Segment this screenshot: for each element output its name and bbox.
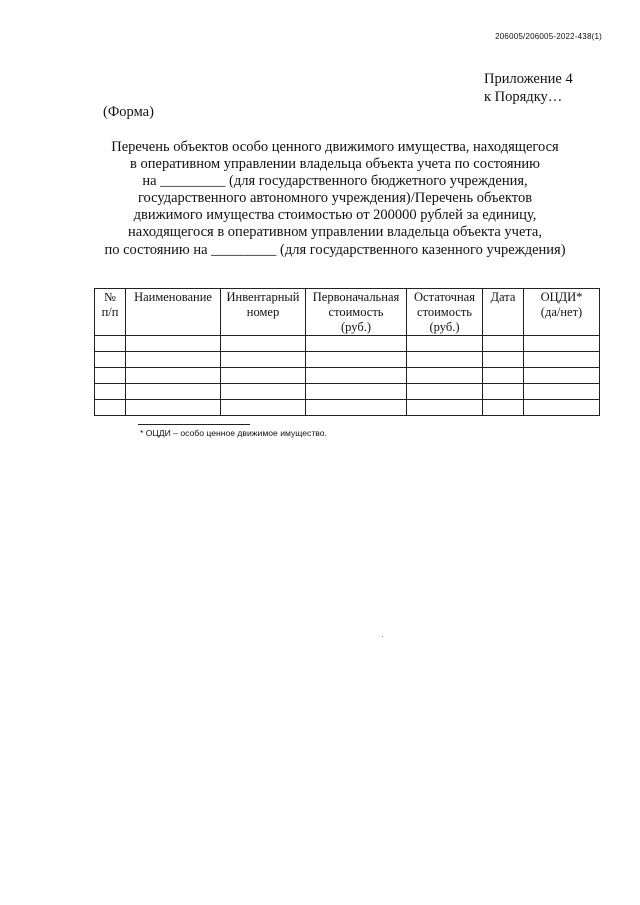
- table-cell: [524, 400, 600, 416]
- table-cell: [221, 384, 306, 400]
- table-cell: [221, 400, 306, 416]
- table-cell: [95, 400, 126, 416]
- table-cell: [407, 336, 483, 352]
- table-cell: [524, 384, 600, 400]
- appendix-order-reference: к Порядку…: [484, 89, 563, 105]
- footnote-divider: [138, 424, 250, 425]
- table-cell: [483, 368, 524, 384]
- scan-speck: [382, 636, 383, 637]
- table-cell: [407, 352, 483, 368]
- table-cell: [126, 336, 221, 352]
- table-cell: [126, 400, 221, 416]
- title-line: движимого имущества стоимостью от 200000 рублей за единицу,: [133, 207, 537, 224]
- table-cell: [126, 384, 221, 400]
- table-cell: [524, 352, 600, 368]
- table-row: [95, 400, 600, 416]
- column-header-number: № п/п: [95, 289, 126, 336]
- table-cell: [407, 384, 483, 400]
- table-cell: [221, 368, 306, 384]
- column-header-name: Наименование: [126, 289, 221, 336]
- table-cell: [306, 368, 407, 384]
- table-cell: [126, 368, 221, 384]
- table-cell: [524, 368, 600, 384]
- column-header-inventory-number: Инвентарный номер: [221, 289, 306, 336]
- table-cell: [407, 400, 483, 416]
- table-body: [95, 336, 600, 416]
- title-line: находящегося в оперативном управлении владельца объекта учета,: [128, 224, 542, 241]
- property-register-table: [94, 288, 600, 416]
- footnote: * ОЦДИ – особо ценное движимое имущество.: [140, 428, 327, 438]
- table-cell: [95, 384, 126, 400]
- table-cell: [126, 352, 221, 368]
- table-header-row: [95, 289, 600, 336]
- appendix-number: Приложение 4: [484, 71, 573, 87]
- table-cell: [306, 400, 407, 416]
- table-cell: [221, 336, 306, 352]
- form-label: (Форма): [103, 104, 154, 120]
- column-header-ocdi: ОЦДИ* (да/нет): [524, 289, 600, 336]
- column-header-date: Дата: [483, 289, 524, 336]
- table-cell: [306, 384, 407, 400]
- title-line: государственного автономного учреждения)/Перечень объектов: [137, 190, 533, 207]
- title-line: по состоянию на _________ (для государственного казенного учреждения): [104, 241, 566, 258]
- document-title: [90, 139, 580, 259]
- column-header-initial-cost: Первоначальная стоимость (руб.): [306, 289, 407, 336]
- table-cell: [483, 384, 524, 400]
- title-line: Перечень объектов особо ценного движимого имущества, находящегося: [111, 139, 559, 155]
- title-line: в оперативном управлении владельца объекта учета по состоянию: [130, 156, 540, 173]
- document-id: 206005/206005-2022-438(1): [495, 32, 602, 41]
- table-header: [95, 289, 600, 336]
- table-cell: [306, 336, 407, 352]
- table-row: [95, 336, 600, 352]
- title-line: на _________ (для государственного бюджетного учреждения,: [142, 173, 528, 190]
- column-header-residual-cost: Остаточная стоимость (руб.): [407, 289, 483, 336]
- table-cell: [95, 352, 126, 368]
- table-cell: [483, 400, 524, 416]
- table-cell: [524, 336, 600, 352]
- table-cell: [483, 352, 524, 368]
- table-cell: [221, 352, 306, 368]
- table-cell: [95, 336, 126, 352]
- table-row: [95, 368, 600, 384]
- table-cell: [95, 368, 126, 384]
- table-cell: [483, 336, 524, 352]
- appendix-reference: [484, 70, 573, 106]
- table-cell: [306, 352, 407, 368]
- table-row: [95, 384, 600, 400]
- table-row: [95, 352, 600, 368]
- table-cell: [407, 368, 483, 384]
